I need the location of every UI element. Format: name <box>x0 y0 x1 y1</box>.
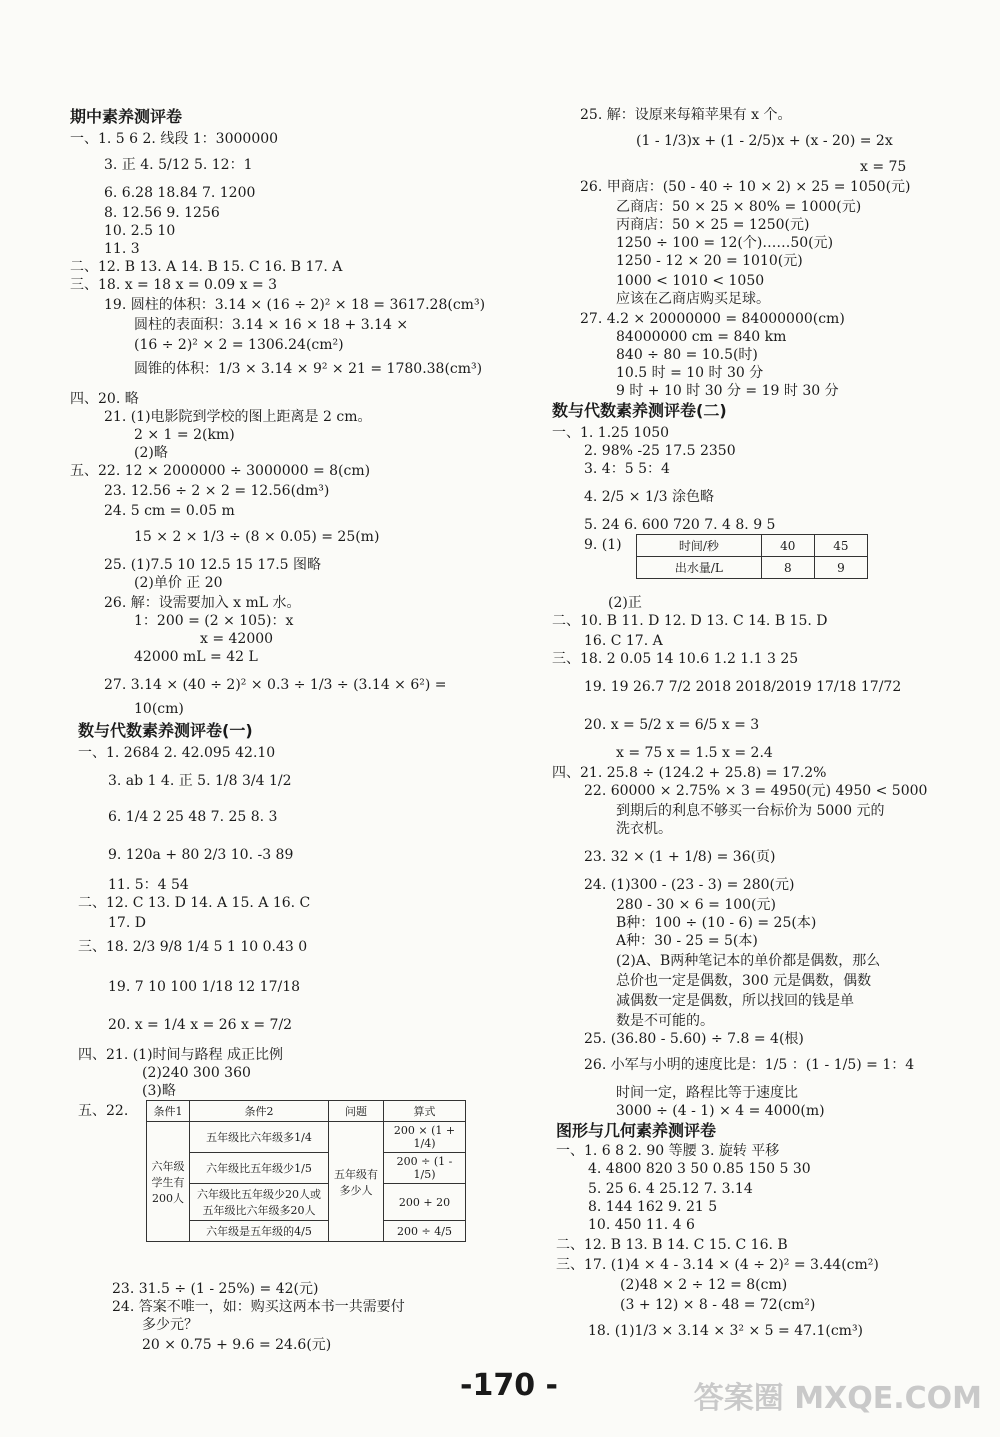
table-cell: 五年级有多少人 <box>329 1122 384 1242</box>
answer-line: 11. 5：4 54 <box>108 877 189 893</box>
answer-line: 9. 120a + 80 2/3 10. -3 89 <box>108 847 294 863</box>
answer-line: 五、22. 12 × 2000000 ÷ 3000000 = 8(cm) <box>70 463 371 479</box>
answer-line: 26. 解：设需要加入 x mL 水。 <box>104 595 301 611</box>
table-cell: 200 ÷ (1 - 1/5) <box>384 1153 466 1184</box>
answer-line: 五、22. <box>78 1103 129 1119</box>
answer-line: 数是不可能的。 <box>616 1013 714 1029</box>
answer-line: (3 + 12) × 8 - 48 = 72(cm²) <box>620 1297 816 1313</box>
table-cell: 40 <box>761 535 814 557</box>
answer-line: 三、18. 2/3 9/8 1/4 5 1 10 0.43 0 <box>78 939 308 955</box>
answer-line: 42000 mL = 42 L <box>134 649 258 665</box>
condition-table <box>146 1100 466 1242</box>
answer-line: 10. 450 11. 4 6 <box>588 1217 695 1233</box>
answer-line: 19. 19 26.7 7/2 2018 2018/2019 17/18 17/72 <box>584 679 902 695</box>
answer-line: 圆锥的体积：1/3 × 3.14 × 9² × 21 = 1780.38(cm³) <box>134 361 483 377</box>
answer-line: 三、18. 2 0.05 14 10.6 1.2 1.1 3 25 <box>552 651 799 667</box>
answer-line: 6. 1/4 2 25 48 7. 25 8. 3 <box>108 809 278 825</box>
section-title: 期中素养测评卷 <box>70 107 183 126</box>
table-cell: 45 <box>814 535 867 557</box>
answer-line: 23. 12.56 ÷ 2 × 2 = 12.56(dm³) <box>104 483 330 499</box>
answer-line: 2 × 1 = 2(km) <box>134 427 235 443</box>
data-table <box>636 534 868 579</box>
answer-line: 23. 31.5 ÷ (1 - 25%) = 42(元) <box>112 1281 319 1297</box>
answer-line: (3)略 <box>142 1083 176 1099</box>
answer-line: x = 75 <box>860 159 907 175</box>
answer-line: 一、1. 2684 2. 42.095 42.10 <box>78 745 276 761</box>
table-cell: 六年级学生有200人 <box>147 1122 190 1242</box>
section-title: 数与代数素养测评卷(二) <box>552 401 727 420</box>
answer-line: 19. 7 10 100 1/18 12 17/18 <box>108 979 301 995</box>
answer-line: 1：200 = (2 × 105)：x <box>134 613 294 629</box>
answer-line: (2)单价 正 20 <box>134 575 223 591</box>
answer-line: 19. 圆柱的体积：3.14 × (16 ÷ 2)² × 18 = 3617.28(cm³) <box>104 297 486 313</box>
answer-line: 2. 98% -25 17.5 2350 <box>584 443 736 459</box>
answer-line: 5. 24 6. 600 720 7. 4 8. 9 5 <box>584 517 776 533</box>
answer-line: 25. (1)7.5 10 12.5 15 17.5 图略 <box>104 557 322 573</box>
table-header: 条件1 <box>147 1101 190 1122</box>
answer-line: 丙商店：50 × 25 = 1250(元) <box>616 217 810 233</box>
answer-line: A种：30 - 25 = 5(本) <box>616 933 758 949</box>
answer-line: 乙商店：50 × 25 × 80% = 1000(元) <box>616 199 862 215</box>
answer-line: 应该在乙商店购买足球。 <box>616 291 770 307</box>
answer-line: 二、12. B 13. B 14. C 15. C 16. B <box>556 1237 788 1253</box>
answer-line: 一、1. 6 8 2. 90 等腰 3. 旋转 平移 <box>556 1143 780 1159</box>
answer-line: 4. 4800 820 3 50 0.85 150 5 30 <box>588 1161 811 1177</box>
table-cell: 9 <box>814 557 867 579</box>
answer-line: 27. 4.2 × 20000000 = 84000000(cm) <box>580 311 845 327</box>
answer-line: 24. (1)300 - (23 - 3) = 280(元) <box>584 877 795 893</box>
answer-line: 24. 答案不唯一，如：购买这两本书一共需要付 <box>112 1299 405 1315</box>
answer-line: 840 ÷ 80 = 10.5(时) <box>616 347 758 363</box>
answer-line: 四、21. 25.8 ÷ (124.2 + 25.8) = 17.2% <box>552 765 827 781</box>
answer-line: 9 时 + 10 时 30 分 = 19 时 30 分 <box>616 383 839 399</box>
table-cell: 200 + 20 <box>384 1184 466 1221</box>
answer-line: 20. x = 1/4 x = 26 x = 7/2 <box>108 1017 293 1033</box>
answer-line: 280 - 30 × 6 = 100(元) <box>616 897 776 913</box>
answer-line: 二、10. B 11. D 12. D 13. C 14. B 15. D <box>552 613 828 629</box>
answer-line: 18. (1)1/3 × 3.14 × 3² × 5 = 47.1(cm³) <box>588 1323 864 1339</box>
answer-line: 21. (1)电影院到学校的图上距离是 2 cm。 <box>104 409 372 425</box>
answer-line: 25. 解：设原来每箱苹果有 x 个。 <box>580 107 792 123</box>
table-header: 算式 <box>384 1101 466 1122</box>
section-title: 数与代数素养测评卷(一) <box>78 721 253 740</box>
answer-line: 22. 60000 × 2.75% × 3 = 4950(元) 4950 < 5000 <box>584 783 928 799</box>
answer-line: (16 ÷ 2)² × 2 = 1306.24(cm²) <box>134 337 344 353</box>
answer-line: 三、17. (1)4 × 4 - 3.14 × (4 ÷ 2)² = 3.44(cm²) <box>556 1257 879 1273</box>
answer-line: 1000 < 1010 < 1050 <box>616 273 765 289</box>
answer-line: 84000000 cm = 840 km <box>616 329 787 345</box>
answer-line: 到期后的利息不够买一台标价为 5000 元的 <box>616 803 885 819</box>
answer-line: 一、1. 1.25 1050 <box>552 425 670 441</box>
answer-line: 5. 25 6. 4 25.12 7. 3.14 <box>588 1181 753 1197</box>
answer-line: 3. 正 4. 5/12 5. 12：1 <box>104 157 253 173</box>
answer-line: 26. 甲商店：(50 - 40 ÷ 10 × 2) × 25 = 1050(元) <box>580 179 911 195</box>
answer-line: B种：100 ÷ (10 - 6) = 25(本) <box>616 915 817 931</box>
answer-line: 二、12. B 13. A 14. B 15. C 16. B 17. A <box>70 259 343 275</box>
page-number: -170 - <box>460 1368 558 1403</box>
answer-line: 二、12. C 13. D 14. A 15. A 16. C <box>78 895 311 911</box>
table-cell: 200 ÷ 4/5 <box>384 1221 466 1242</box>
answer-line: 16. C 17. A <box>584 633 663 649</box>
answer-line: (2)略 <box>134 445 168 461</box>
answer-line: 10.5 时 = 10 时 30 分 <box>616 365 764 381</box>
table-header: 条件2 <box>190 1101 329 1122</box>
answer-line: 多少元？ <box>142 1317 198 1333</box>
table-cell: 时间/秒 <box>637 535 762 557</box>
table-cell: 六年级比五年级少20人或五年级比六年级多20人 <box>190 1184 329 1221</box>
answer-line: 10. 2.5 10 <box>104 223 176 239</box>
table-cell: 8 <box>761 557 814 579</box>
table-cell: 出水量/L <box>637 557 762 579</box>
answer-line: (2)正 <box>608 595 642 611</box>
answer-line: x = 42000 <box>200 631 274 647</box>
answer-line: 17. D <box>108 915 146 931</box>
answer-line: 24. 5 cm = 0.05 m <box>104 503 235 519</box>
answer-line: 6. 6.28 18.84 7. 1200 <box>104 185 256 201</box>
answer-line: 8. 144 162 9. 21 5 <box>588 1199 718 1215</box>
answer-line: 三、18. x = 18 x = 0.09 x = 3 <box>70 277 278 293</box>
answer-line: 11. 3 <box>104 241 140 257</box>
section-title: 图形与几何素养测评卷 <box>556 1121 717 1140</box>
table-cell: 六年级是五年级的4/5 <box>190 1221 329 1242</box>
answer-line: 1250 ÷ 100 = 12(个)……50(元) <box>616 235 834 251</box>
answer-line: 23. 32 × (1 + 1/8) = 36(页) <box>584 849 776 865</box>
answer-line: 9. (1) <box>584 537 622 553</box>
answer-line: 四、20. 略 <box>70 391 139 407</box>
answer-line: 8. 12.56 9. 1256 <box>104 205 220 221</box>
answer-line: (2)A、B两种笔记本的单价都是偶数，那么 <box>616 953 881 969</box>
answer-line: 20 × 0.75 + 9.6 = 24.6(元) <box>142 1337 332 1353</box>
answer-line: 15 × 2 × 1/3 ÷ (8 × 0.05) = 25(m) <box>134 529 380 545</box>
table-cell: 六年级比五年级少1/5 <box>190 1153 329 1184</box>
watermark: 答案圈 MXQE.COM <box>693 1381 982 1416</box>
answer-line: (2)240 300 360 <box>142 1065 251 1081</box>
table-header: 问题 <box>329 1101 384 1122</box>
answer-line: 3. ab 1 4. 正 5. 1/8 3/4 1/2 <box>108 773 292 789</box>
answer-line: 10(cm) <box>134 701 184 717</box>
answer-line: 27. 3.14 × (40 ÷ 2)² × 0.3 ÷ 1/3 ÷ (3.14 × 6²) = <box>104 677 447 693</box>
answer-line: 3. 4：5 5：4 <box>584 461 670 477</box>
table-cell: 200 × (1 + 1/4) <box>384 1122 466 1153</box>
answer-line: 1250 - 12 × 20 = 1010(元) <box>616 253 803 269</box>
answer-line: 减偶数一定是偶数，所以找回的钱是单 <box>616 993 854 1009</box>
answer-line: 4. 2/5 × 1/3 涂色略 <box>584 489 714 505</box>
answer-line: x = 75 x = 1.5 x = 2.4 <box>616 745 773 761</box>
answer-line: 四、21. (1)时间与路程 成正比例 <box>78 1047 283 1063</box>
answer-line: 时间一定，路程比等于速度比 <box>616 1085 798 1101</box>
answer-line: 一、1. 5 6 2. 线段 1：3000000 <box>70 131 279 147</box>
answer-line: (1 - 1/3)x + (1 - 2/5)x + (x - 20) = 2x <box>636 133 893 149</box>
table-cell: 五年级比六年级多1/4 <box>190 1122 329 1153</box>
answer-line: 圆柱的表面积：3.14 × 16 × 18 + 3.14 × <box>134 317 409 333</box>
answer-line: (2)48 × 2 ÷ 12 = 8(cm) <box>620 1277 788 1293</box>
answer-line: 20. x = 5/2 x = 6/5 x = 3 <box>584 717 760 733</box>
answer-line: 26. 小军与小明的速度比是：1/5 ：(1 - 1/5) = 1：4 <box>584 1057 915 1073</box>
answer-line: 25. (36.80 - 5.60) ÷ 7.8 = 4(根) <box>584 1031 804 1047</box>
answer-line: 总价也一定是偶数，300 元是偶数，偶数 <box>616 973 872 989</box>
answer-line: 洗衣机。 <box>616 821 672 837</box>
answer-line: 3000 ÷ (4 - 1) × 4 = 4000(m) <box>616 1103 825 1119</box>
